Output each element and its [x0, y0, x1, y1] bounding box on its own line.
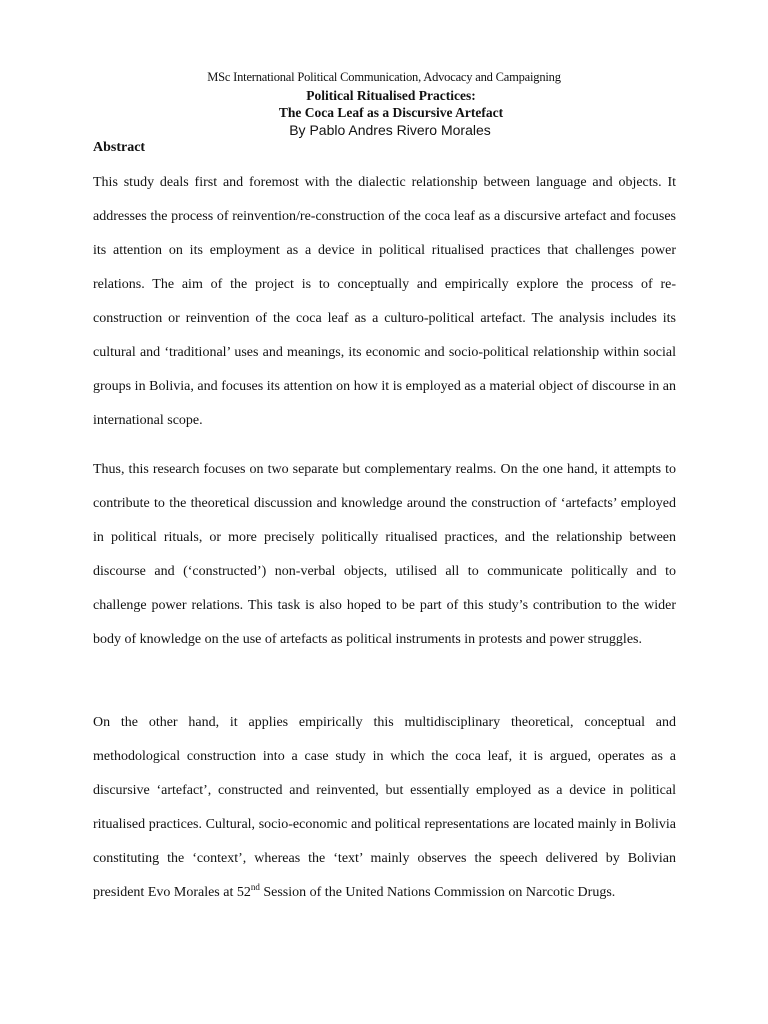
paragraph-3-text: On the other hand, it applies empirically this multidisciplinary theoretical, conceptual and methodological construction into a case study in which the coca leaf, it is argued, operates as a discursive ‘artefact’, constructed and reinvented, but essentially employed as a device in political ritualised practices. Cultural, socio-economic and political representations are located mainly in Bolivia constituting the ‘context’, whereas the ‘text’ mainly observes the speech delivered by Bolivian president Evo Morales at 52: [93, 715, 676, 900]
title-line-2: The Coca Leaf as a Discursive Artefact: [278, 105, 504, 120]
paragraph-3-text-end: Session of the United Nations Commission on Narcotic Drugs.: [259, 885, 616, 900]
ordinal-superscript: nd: [250, 882, 260, 892]
abstract-paragraph-3: [93, 706, 676, 910]
abstract-paragraph-1: This study deals first and foremost with the dialectic relationship between language and objects. It addresses the process of reinvention/re-construction of the coca leaf as a discursive artefact and focuses its attention on its employment as a device in political ritualised practices that challenges power relations. The aim of the project is to conceptually and empirically explore the process of re-construction or reinvention of the coca leaf as a culturo-political artefact. The analysis includes its cultural and ‘traditional’ uses and meanings, its economic and socio-political relationship within social groups in Bolivia, and focuses its attention on how it is employed as a material object of discourse in an international scope.: [93, 175, 676, 428]
author-line: By Pablo Andres Rivero Morales: [289, 122, 491, 138]
abstract-paragraph-2: Thus, this research focuses on two separate but complementary realms. On the one hand, it attempts to contribute to the theoretical discussion and knowledge around the construction of ‘artefacts’ employed in political rituals, or more precisely politically ritualised practices, and the relationship between discourse and (‘constructed’) non-verbal objects, utilised all to communicate politically and to challenge power relations. This task is also hoped to be part of this study’s contribution to the wider body of knowledge on the use of artefacts as political instruments in protests and power struggles.: [93, 462, 676, 647]
abstract-heading: Abstract: [93, 140, 146, 155]
program-name: MSc International Political Communication, Advocacy and Campaigning: [207, 70, 561, 84]
title-line-1: Political Ritualised Practices:: [306, 88, 476, 103]
